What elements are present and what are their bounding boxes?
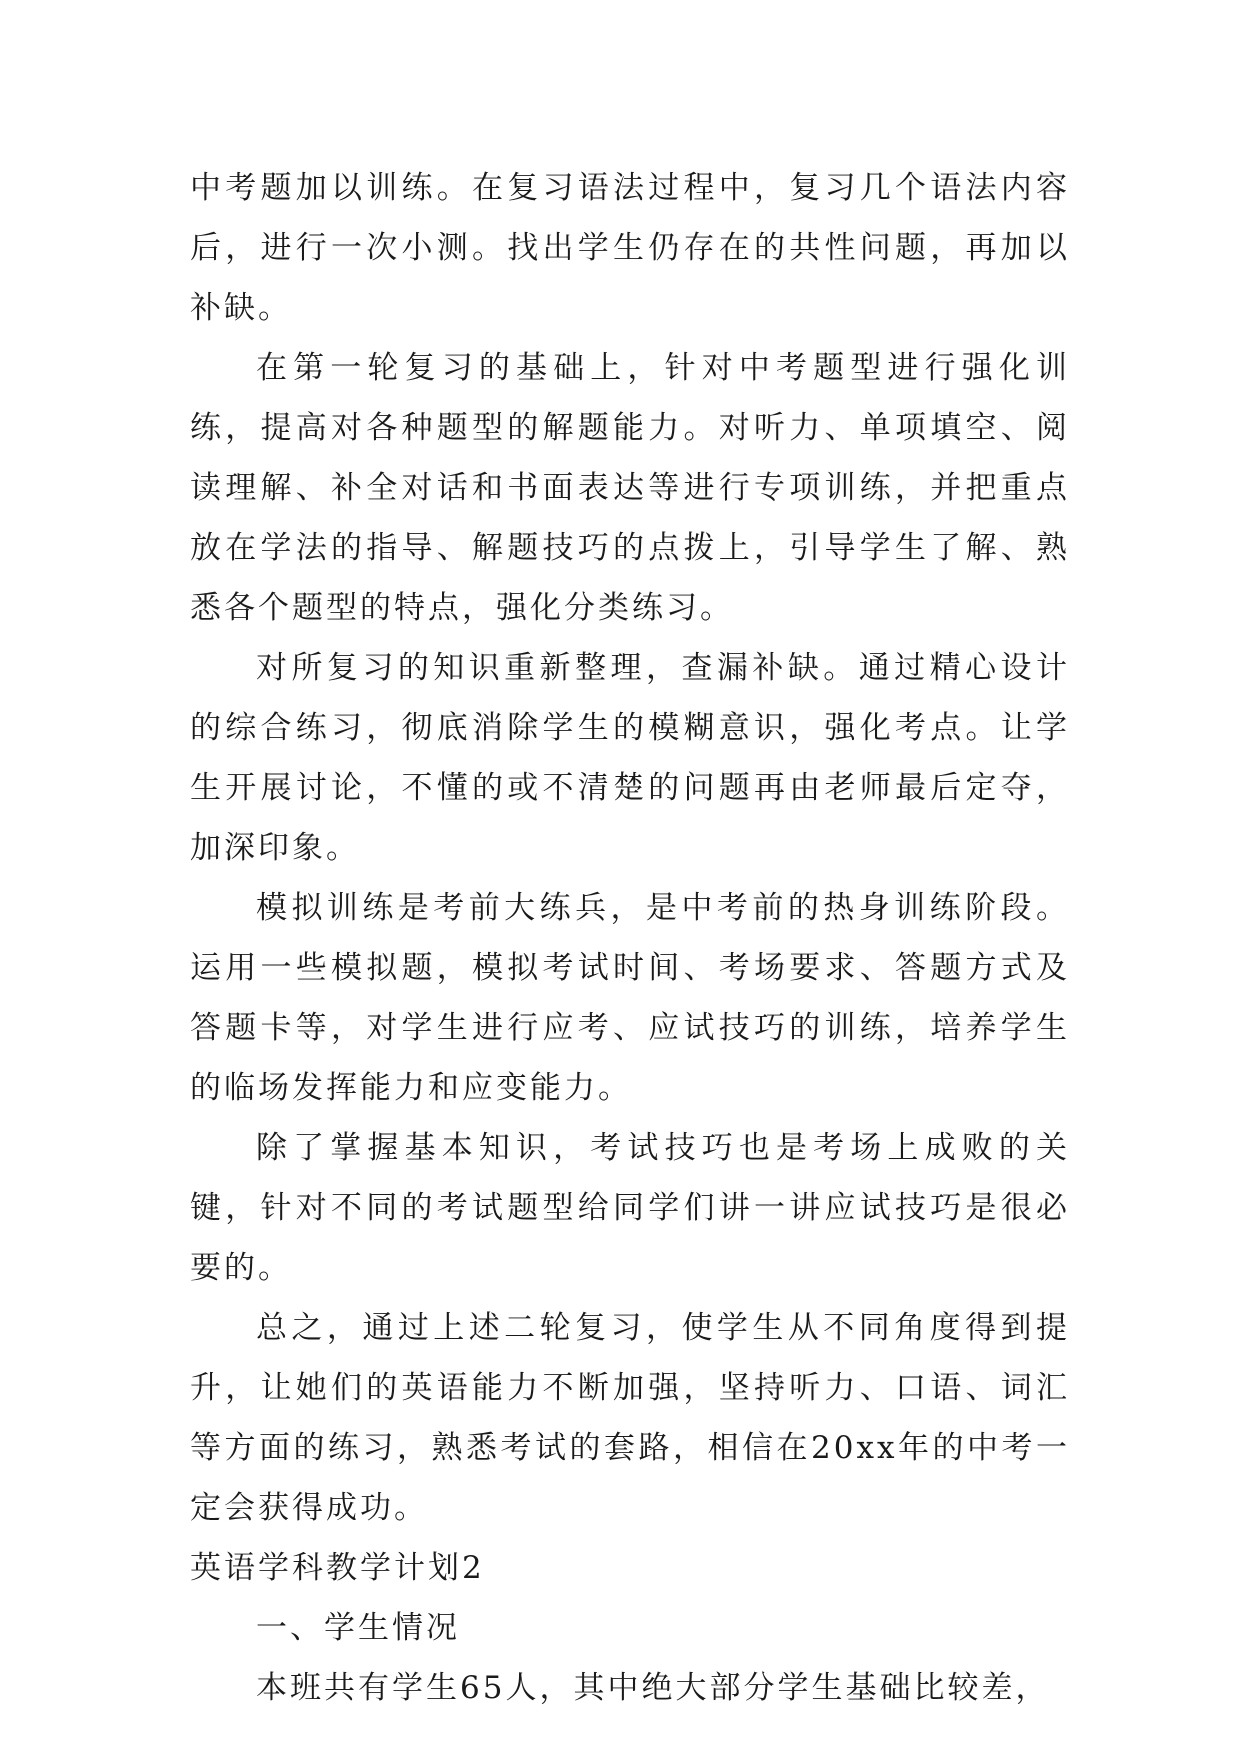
paragraph-mock-training: 模拟训练是考前大练兵，是中考前的热身训练阶段。运用一些模拟题，模拟考试时间、考场要求、答题方式及答题卡等，对学生进行应考、应试技巧的训练，培养学生的临场发挥能力和应变能力。: [190, 890, 1070, 1106]
paragraph-continuation: 中考题加以训练。在复习语法过程中，复习几个语法内容后，进行一次小测。找出学生仍存在的共性问题，再加以补缺。: [190, 170, 1070, 326]
paragraph-student-situation: 本班共有学生65人，其中绝大部分学生基础比较差，: [256, 1670, 1050, 1706]
section-title: 英语学科教学计划2: [190, 1550, 485, 1586]
paragraph-strengthen-training: 在第一轮复习的基础上，针对中考题型进行强化训练，提高对各种题型的解题能力。对听力、单项填空、阅读理解、补全对话和书面表达等进行专项训练，并把重点放在学法的指导、解题技巧的点拨上，引导学生了解、熟悉各个题型的特点，强化分类练习。: [190, 350, 1070, 626]
paragraph-exam-skills: 除了掌握基本知识，考试技巧也是考场上成败的关键，针对不同的考试题型给同学们讲一讲应试技巧是很必要的。: [190, 1130, 1070, 1286]
paragraph-review-knowledge: 对所复习的知识重新整理，查漏补缺。通过精心设计的综合练习，彻底消除学生的模糊意识，强化考点。让学生开展讨论，不懂的或不清楚的问题再由老师最后定夺，加深印象。: [190, 650, 1070, 866]
paragraph-summary: 总之，通过上述二轮复习，使学生从不同角度得到提升，让她们的英语能力不断加强，坚持听力、口语、词汇等方面的练习，熟悉考试的套路，相信在20xx年的中考一定会获得成功。: [190, 1310, 1070, 1526]
subsection-title: 一、学生情况: [256, 1610, 460, 1646]
document-body: [190, 158, 1070, 1718]
